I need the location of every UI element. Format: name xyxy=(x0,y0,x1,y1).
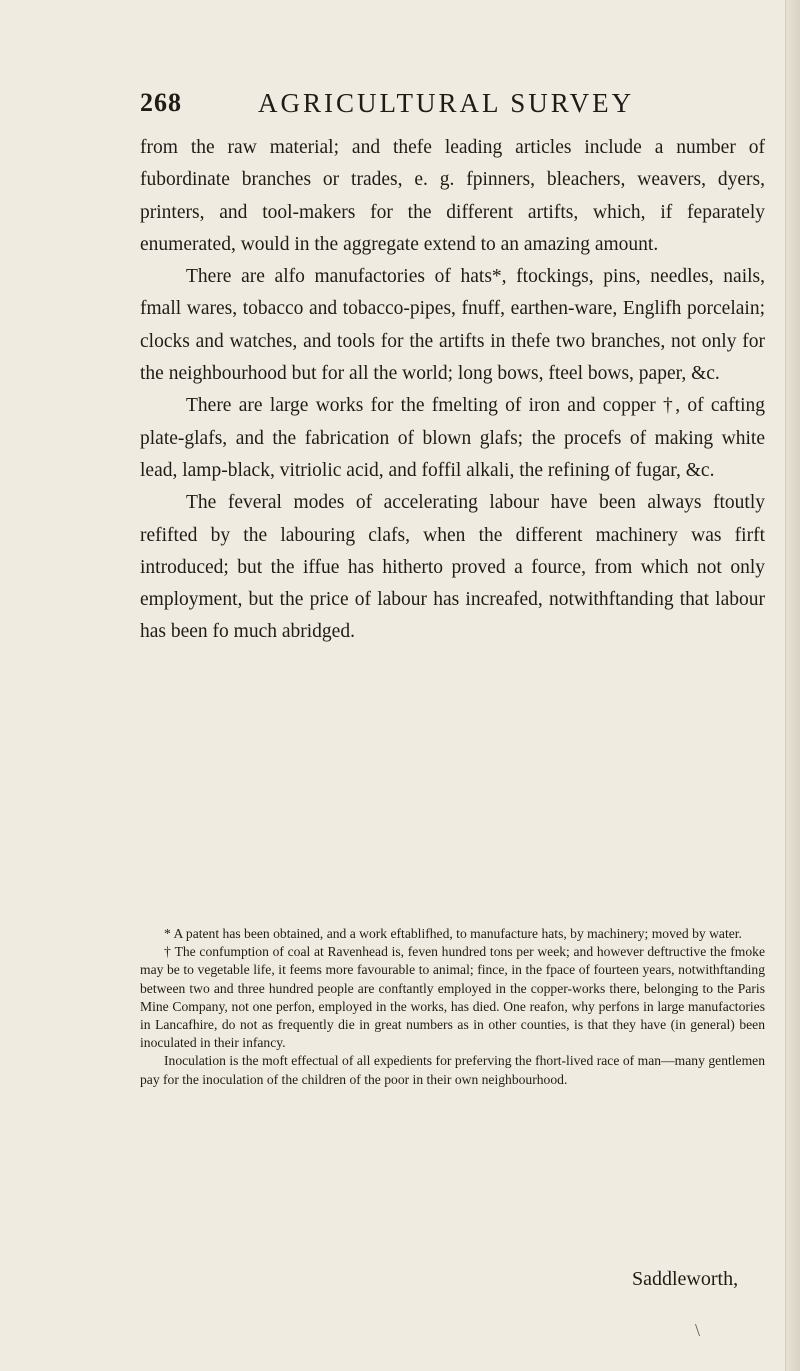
footnotes xyxy=(140,925,765,1089)
main-text xyxy=(140,132,765,649)
paragraph: from the raw material; and thefe leading articles include a number of fubordinate branches or trades, e. g. fpinners, bleachers, weavers, dyers, printers, and tool-makers for the different artifts, which, if feparately enumerated, would in the aggregate extend to an amazing amount. xyxy=(140,137,765,255)
catchword: Saddleworth, xyxy=(632,1268,739,1290)
page-number: 268 xyxy=(140,88,182,117)
paragraph: There are alfo manufactories of hats*, ftockings, pins, needles, nails, fmall wares, tobacco and tobacco-pipes, fnuff, earthen-ware, Englifh porcelain; clocks and watches, and tools for the artifts in thefe two branches, not only for the neighbourhood but for all the world; long bows, fteel bows, paper, &c. xyxy=(140,266,765,385)
footnote: * A patent has been obtained, and a work eftablifhed, to manufacture hats, by machinery; moved by water. xyxy=(164,926,742,941)
page-mark: \ xyxy=(695,1320,701,1340)
paragraph: The feveral modes of accelerating labour have been always ftoutly refifted by the labouring clafs, when the different machinery was firft introduced; but the iffue has hitherto proved a fource, from which not only employment, but the price of labour has increafed, notwithftanding that labour has been fo much abridged. xyxy=(140,492,765,643)
page-header xyxy=(140,88,700,128)
page-edge xyxy=(785,0,800,1371)
paragraph: There are large works for the fmelting of iron and copper †, of cafting plate-glafs, and the fabrication of blown glafs; the procefs of making white lead, lamp-black, vitriolic acid, and foffil alkali, the refining of fugar, &c. xyxy=(140,395,765,481)
footnote: † The confumption of coal at Ravenhead is, feven hundred tons per week; and however deftructive the fmoke may be to vegetable life, it feems more favourable to animal; fince, in the fpace of fourteen years, notwithftanding between two and three hundred people are conftantly employed in the copper-works there, belonging to the Paris Mine Company, not one perfon, employed in the works, has died. One reafon, why perfons in large manufactories in Lancafhire, do not as frequently die in great numbers as in other counties, is that they have (in general) been inoculated in their infancy. xyxy=(140,944,765,1051)
running-head: AGRICULTURAL SURVEY xyxy=(258,88,635,118)
footnote: Inoculation is the moft effectual of all expedients for preferving the fhort-lived race of man—many gentlemen pay for the inoculation of the children of the poor in their own neighbourhood. xyxy=(140,1053,765,1087)
